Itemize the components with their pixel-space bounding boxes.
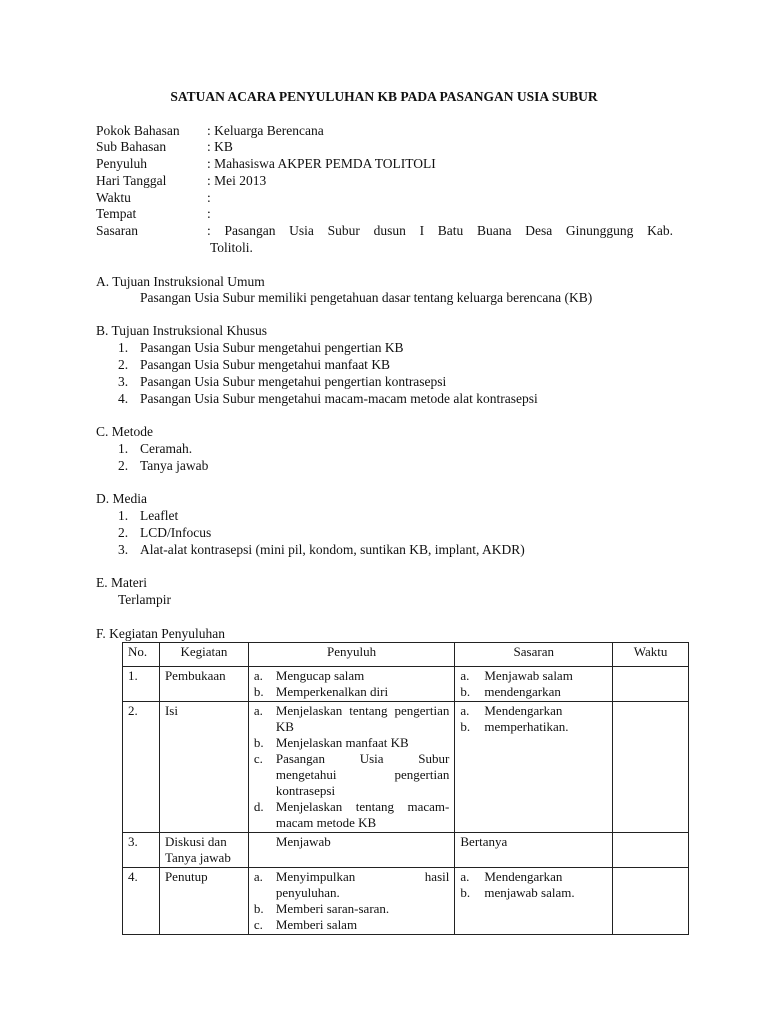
cell-list-text: Memberi saran-saran.	[275, 901, 390, 916]
list-text: Pasangan Usia Subur mengetahui macam-macam metode alat kontrasepsi	[140, 391, 538, 406]
cell-list-marker: b.	[253, 735, 264, 750]
list-number: 3.	[118, 542, 129, 557]
cell-list-text: Memberi salam	[275, 917, 358, 932]
table-row	[123, 868, 689, 935]
activity-table	[122, 642, 689, 935]
cell-list-item	[254, 869, 450, 901]
info-value: : Mahasiswa AKPER PEMDA TOLITOLI	[207, 156, 436, 171]
cell-list-text: mendengarkan	[484, 684, 561, 699]
cell-list-marker: c.	[253, 917, 263, 932]
info-value: :	[207, 190, 211, 205]
info-value: : Keluarga Berencana	[207, 123, 324, 138]
list-item	[118, 390, 538, 407]
cell-list-item	[460, 885, 607, 901]
section-a-text: Pasangan Usia Subur memiliki pengetahuan dasar tentang keluarga berencana (KB)	[140, 290, 593, 305]
cell-list-marker: a.	[460, 668, 470, 683]
list-number: 2.	[118, 458, 129, 473]
list-item	[118, 440, 192, 457]
cell-list-marker: a.	[253, 668, 263, 683]
list-item	[118, 541, 525, 558]
list-text: Alat-alat kontrasepsi (mini pil, kondom, suntikan KB, implant, AKDR)	[140, 542, 525, 557]
cell-list-item	[254, 703, 450, 735]
cell-list-marker: b.	[253, 901, 264, 916]
cell-kegiatan: Diskusi dan Tanya jawab	[159, 833, 248, 868]
cell-list-item	[254, 751, 450, 799]
info-label: Sub Bahasan	[96, 139, 167, 154]
cell-list-text: Memperkenalkan diri	[275, 684, 389, 699]
cell-list-text: Menjelaskan tentang pengertian KB	[275, 703, 450, 734]
cell-list-item	[254, 799, 450, 831]
cell-list-item	[460, 703, 607, 719]
cell-list-marker: a.	[253, 869, 263, 884]
penyuluh-cell: Menjawab	[248, 833, 455, 868]
cell-list-marker: b.	[460, 684, 471, 699]
sasaran-cell	[455, 667, 613, 702]
cell-list-item	[254, 917, 450, 933]
cell-list-item	[460, 668, 607, 684]
list-text: Ceramah.	[140, 441, 193, 456]
cell-list-marker: b.	[460, 719, 471, 734]
info-value: : Pasangan Usia Subur dusun I Batu Buana Desa Ginunggung Kab.	[207, 223, 673, 238]
cell-list-marker: d.	[253, 799, 264, 814]
list-number: 2.	[118, 357, 129, 372]
sasaran-cell	[455, 702, 613, 833]
sasaran-cell	[455, 868, 613, 935]
cell-list-marker: a.	[460, 869, 470, 884]
cell-list-item	[460, 684, 607, 700]
list-text: Pasangan Usia Subur mengetahui manfaat KB	[140, 357, 391, 372]
cell-list-item	[460, 869, 607, 885]
cell-list-text: Mendengarkan	[484, 703, 563, 718]
cell-list-marker: b.	[460, 885, 471, 900]
waktu-cell	[613, 833, 689, 868]
cell-kegiatan: Penutup	[159, 868, 248, 935]
list-item	[118, 457, 208, 474]
list-item	[118, 524, 211, 541]
cell-list-marker: b.	[253, 684, 264, 699]
cell-list-text: Menjelaskan manfaat KB	[275, 735, 409, 750]
section-a-heading: A. Tujuan Instruksional Umum	[96, 274, 265, 289]
sasaran-cell: Bertanya	[455, 833, 613, 868]
waktu-cell	[613, 868, 689, 935]
section-d-heading: D. Media	[96, 491, 147, 506]
list-number: 4.	[118, 391, 129, 406]
section-f-heading: F. Kegiatan Penyuluhan	[96, 626, 226, 641]
info-label: Waktu	[96, 190, 131, 205]
cell-list-marker: c.	[253, 751, 263, 766]
table-row	[123, 702, 689, 833]
penyuluh-cell	[248, 702, 455, 833]
list-text: Pasangan Usia Subur mengetahui pengertian kontrasepsi	[140, 374, 447, 389]
list-number: 1.	[118, 340, 129, 355]
table-row	[123, 667, 689, 702]
list-item	[118, 356, 390, 373]
header-no: No.	[123, 643, 160, 667]
list-number: 3.	[118, 374, 129, 389]
info-value: : KB	[207, 139, 233, 154]
cell-list-text: Pasangan Usia Subur mengetahui pengertian kontrasepsi	[275, 751, 450, 798]
waktu-cell	[613, 667, 689, 702]
waktu-cell	[613, 702, 689, 833]
section-e-heading: E. Materi	[96, 575, 147, 590]
section-b-heading: B. Tujuan Instruksional Khusus	[96, 323, 268, 338]
cell-list-text: menjawab salam.	[484, 885, 575, 900]
cell-list-item	[254, 684, 450, 700]
section-e-text: Terlampir	[118, 592, 172, 607]
cell-no: 2.	[123, 702, 160, 833]
cell-kegiatan: Isi	[159, 702, 248, 833]
cell-list-text: Menjelaskan tentang macam-macam metode KB	[275, 799, 450, 830]
header-penyuluh: Penyuluh	[248, 643, 455, 667]
section-c-heading: C. Metode	[96, 424, 153, 439]
list-item	[118, 373, 446, 390]
list-text: Tanya jawab	[140, 458, 209, 473]
info-label: Tempat	[96, 206, 137, 221]
cell-list-text: Mengucap salam	[275, 668, 365, 683]
info-label: Penyuluh	[96, 156, 148, 171]
info-value: :	[207, 206, 211, 221]
cell-list-text: Mendengarkan	[484, 869, 563, 884]
cell-no: 1.	[123, 667, 160, 702]
info-value-continued: Tolitoli.	[210, 240, 253, 255]
cell-list-text: Menjawab salam	[484, 668, 573, 683]
cell-no: 3.	[123, 833, 160, 868]
info-label: Sasaran	[96, 223, 138, 238]
list-number: 1.	[118, 508, 129, 523]
penyuluh-cell	[248, 868, 455, 935]
list-item	[118, 339, 404, 356]
penyuluh-cell	[248, 667, 455, 702]
cell-list-text: memperhatikan.	[484, 719, 569, 734]
header-kegiatan: Kegiatan	[159, 643, 248, 667]
info-label: Pokok Bahasan	[96, 123, 180, 138]
cell-list-text: Menyimpulkan hasil penyuluhan.	[275, 869, 450, 900]
cell-kegiatan: Pembukaan	[159, 667, 248, 702]
list-number: 1.	[118, 441, 129, 456]
header-sasaran: Sasaran	[455, 643, 613, 667]
header-waktu: Waktu	[613, 643, 689, 667]
document-title: SATUAN ACARA PENYULUHAN KB PADA PASANGAN USIA SUBUR	[170, 89, 598, 104]
list-text: LCD/Infocus	[140, 525, 212, 540]
cell-list-marker: a.	[460, 703, 470, 718]
cell-list-item	[254, 668, 450, 684]
list-text: Leaflet	[140, 508, 179, 523]
list-text: Pasangan Usia Subur mengetahui pengertian KB	[140, 340, 404, 355]
cell-no: 4.	[123, 868, 160, 935]
cell-list-item	[460, 719, 607, 735]
cell-list-marker: a.	[253, 703, 263, 718]
table-row	[123, 833, 689, 868]
list-item	[118, 507, 178, 524]
cell-list-item	[254, 735, 450, 751]
info-label: Hari Tanggal	[96, 173, 167, 188]
list-number: 2.	[118, 525, 129, 540]
cell-list-item	[254, 901, 450, 917]
info-value: : Mei 2013	[207, 173, 267, 188]
